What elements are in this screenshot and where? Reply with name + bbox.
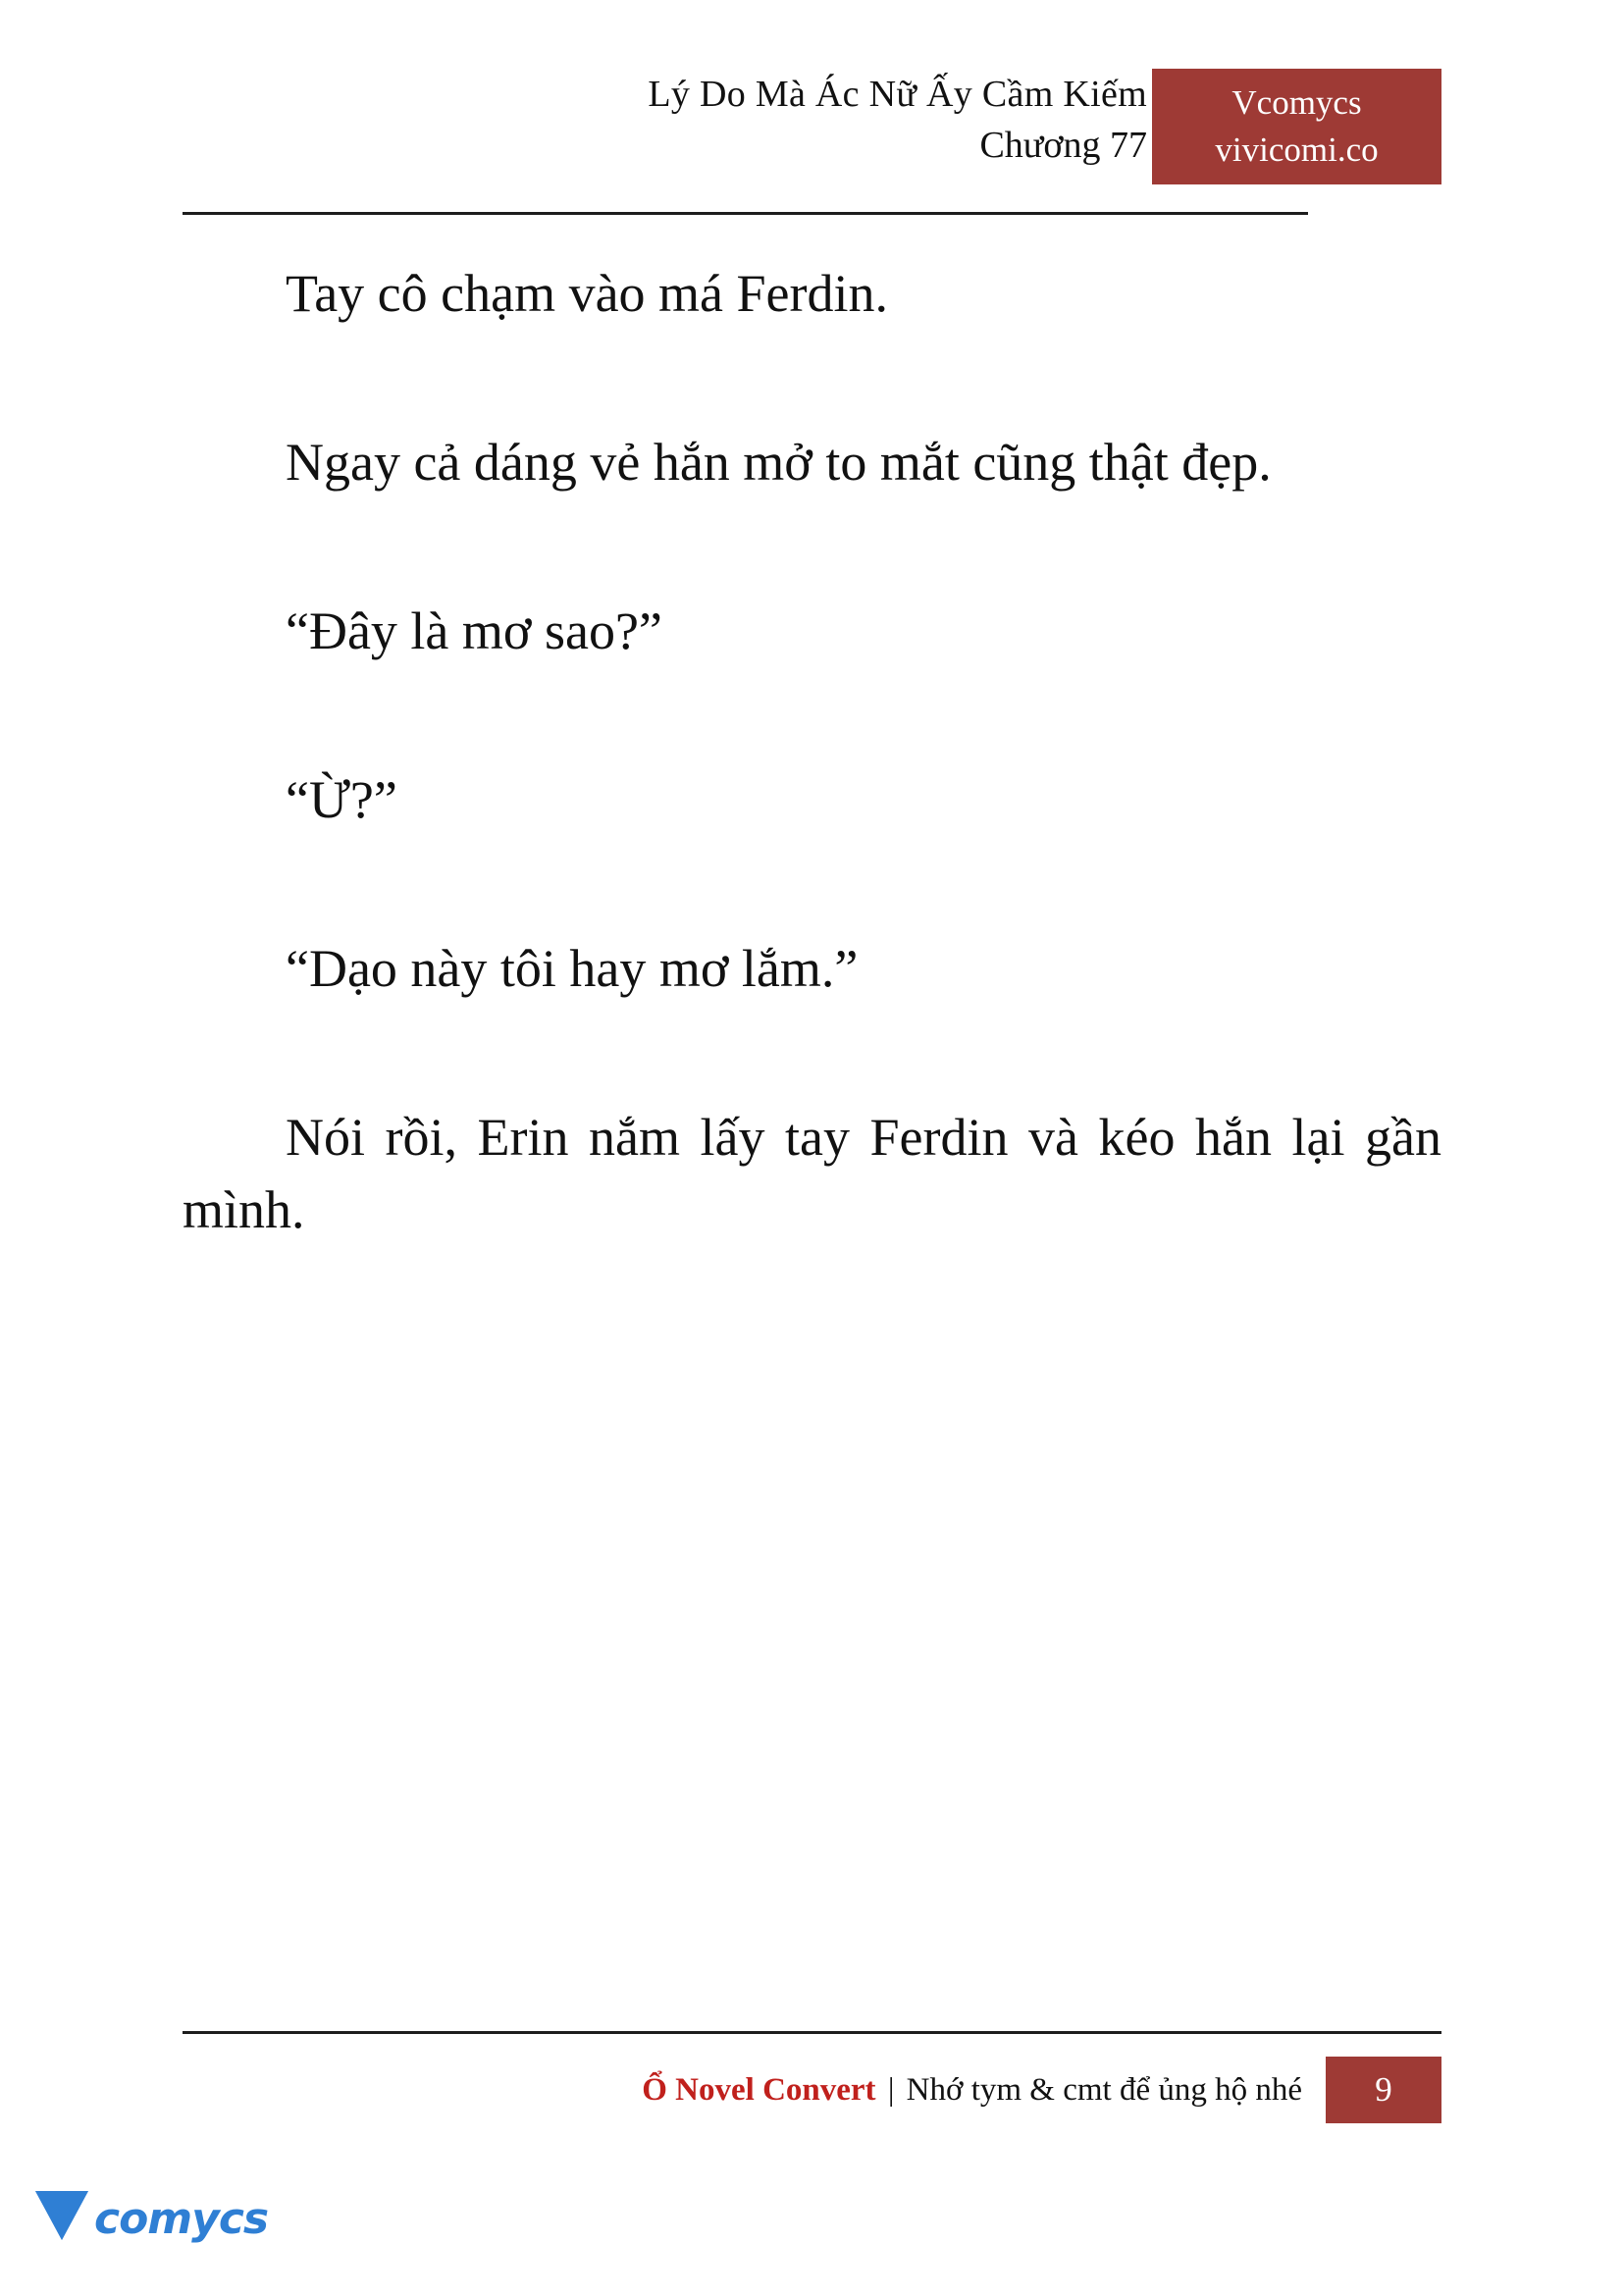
paragraph: “Dạo này tôi hay mơ lắm.” — [286, 939, 859, 998]
header-divider — [183, 212, 1308, 215]
vcomycs-logo-icon — [35, 2191, 88, 2246]
header-title-block — [362, 69, 1147, 171]
watermark-logo — [35, 2176, 271, 2261]
paragraph: Nói rồi, Erin nắm lấy tay Ferdin và kéo hắn lại gần mình. — [183, 1108, 1441, 1239]
page-number: 9 — [1326, 2057, 1441, 2123]
page-title: Lý Do Mà Ác Nữ Ấy Cầm Kiếm — [648, 74, 1147, 115]
paragraph: Ngay cả dáng vẻ hắn mở to mắt cũng thật đẹp. — [286, 433, 1272, 492]
footer-separator: | — [887, 2072, 895, 2108]
page-header — [183, 69, 1441, 221]
paragraph: Tay cô chạm vào má Ferdin. — [286, 264, 889, 323]
paragraph: “Ừ?” — [286, 770, 397, 829]
footer-credit — [642, 2057, 1302, 2123]
site-badge-url: vivicomi.co — [1215, 130, 1379, 169]
footer-divider — [183, 2031, 1441, 2034]
site-badge — [1152, 69, 1441, 184]
watermark-text: comycs — [94, 2193, 269, 2244]
chapter-label: Chương 77 — [979, 125, 1147, 166]
page-footer — [183, 2031, 1441, 2159]
paragraph: “Đây là mơ sao?” — [286, 601, 662, 660]
site-badge-name: Vcomycs — [1231, 83, 1362, 122]
footer-brand: Ổ Novel Convert — [642, 2072, 876, 2108]
footer-inner — [183, 2057, 1441, 2123]
footer-note: Nhớ tym & cmt để ủng hộ nhé — [906, 2072, 1302, 2108]
page-content — [183, 257, 1441, 1246]
